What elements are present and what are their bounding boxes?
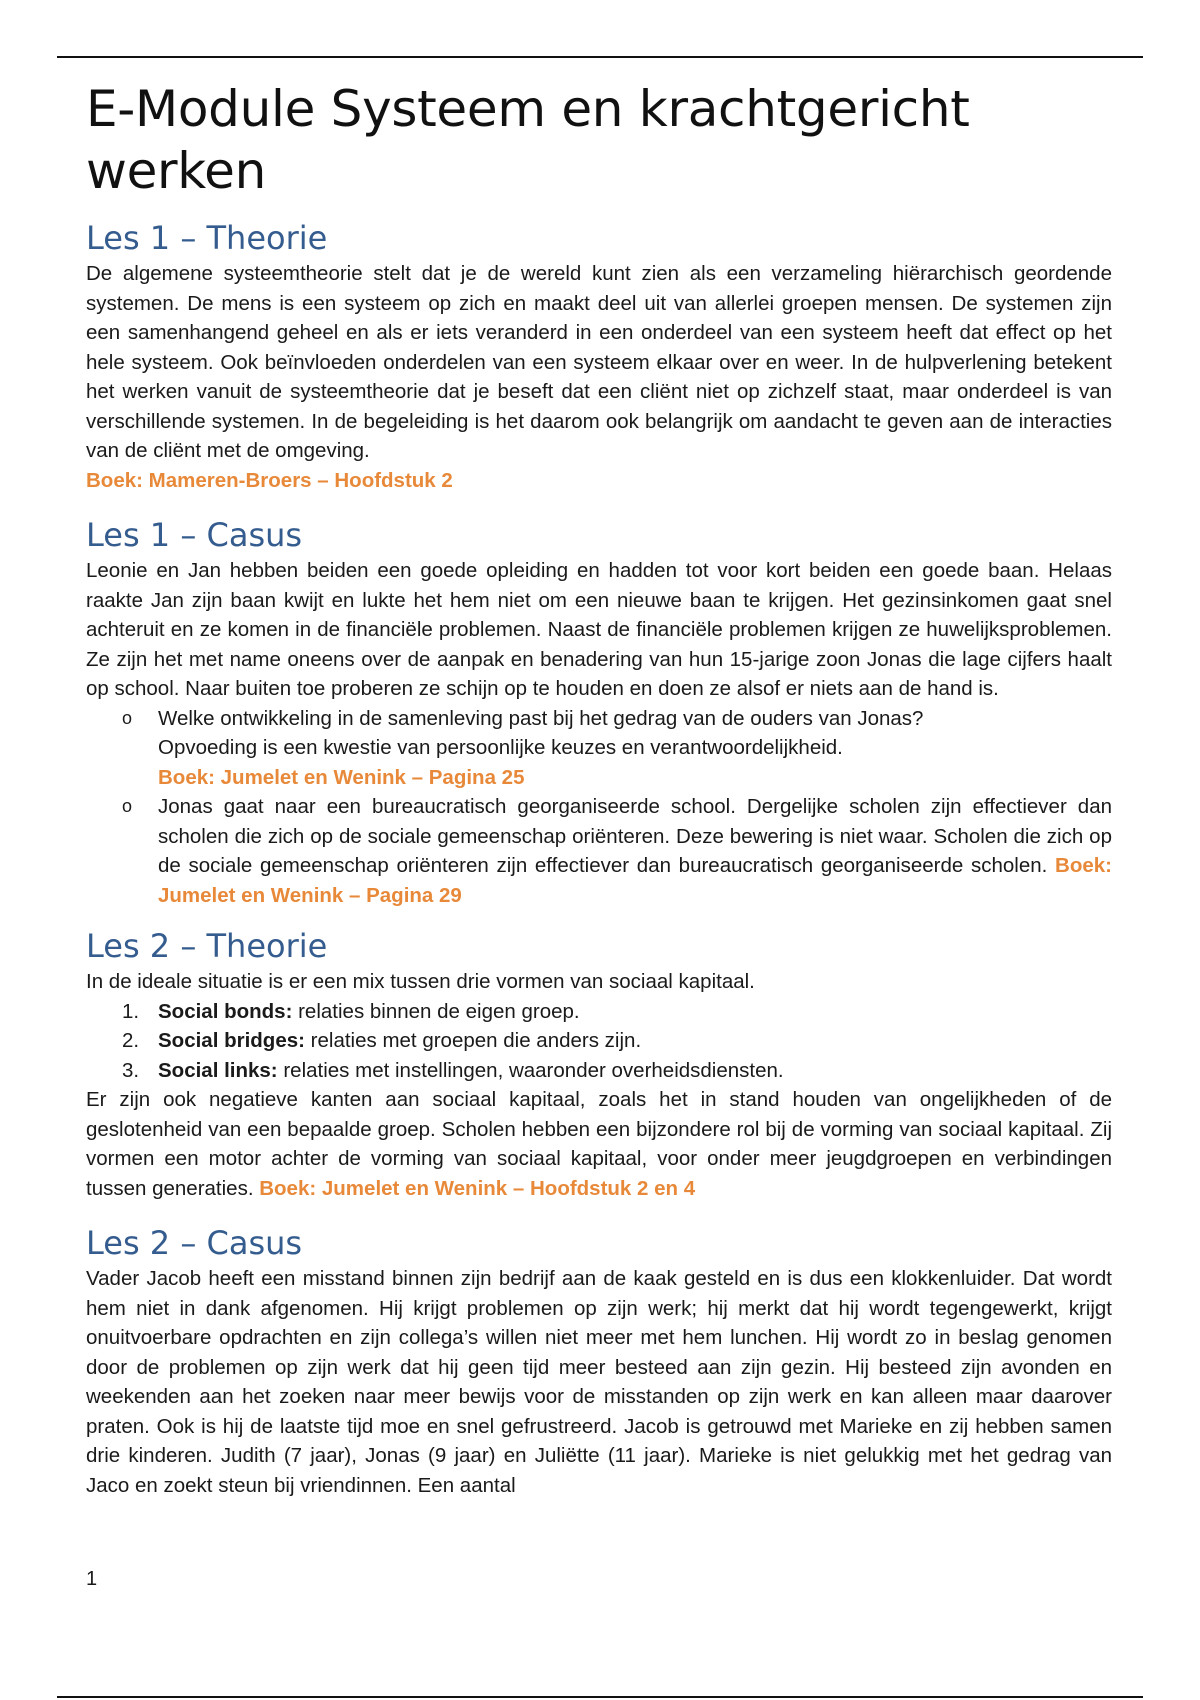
item-number: 1. [122,999,140,1023]
bullet-marker: o [122,796,133,816]
footer-rule [57,1696,1143,1698]
item-description: relaties binnen de eigen groep. [298,999,580,1023]
section-heading: Les 2 – Casus [86,1224,303,1262]
item-term: Social bridges: [158,1029,305,1052]
header-rule [57,56,1143,58]
list-item [122,792,1112,910]
item-number: 2. [122,1029,140,1052]
item-description: relaties met instellingen, waaronder overheidsdiensten. [283,1058,784,1082]
list-item [122,704,1112,793]
section-paragraph: Leonie en Jan hebben beiden een goede opleiding en hadden tot voor kort beiden een goede baan. Helaas raakte Jan zijn baan kwijt en lukte het hem niet om een nieuwe baan te krijgen. Het gezinsinkomen gaat snel achteruit en ze komen in de financiële problemen. Naast de financiële problemen krijgen ze huwelijksproblemen. Ze zijn het met name oneens over de aanpak en benadering van hun 15-jarige zoon Jonas die lage cijfers haalt op school. Naar buiten toe proberen ze schijn op te houden en doen ze alsof er niets aan de hand is. [86,559,1112,700]
item-term: Social links: [158,1058,278,1082]
section-heading: Les 1 – Casus [86,516,303,554]
capital-list [86,997,1112,1086]
paragraph-text: Er zijn ook negatieve kanten aan sociaal kapitaal, zoals het in stand houden van ongelijkheden of de geslotenheid van een bepaalde groep. Scholen hebben een bijzondere rol bij de vorming van sociaal kapitaal. Zij vormen een motor achter de vorming van sociaal kapitaal, voor onder meer jeugdgroepen en verbindingen tussen generaties. [86,1088,1112,1200]
book-reference-text: Boek: Mameren-Broers – Hoofdstuk 2 [86,468,453,492]
book-reference-text: Boek: Jumelet en Wenink – Pagina 25 [158,765,525,789]
section-paragraph: Vader Jacob heeft een misstand binnen zijn bedrijf aan de kaak gesteld en is dus een klokkenluider. Dat wordt hem niet in dank afgenomen. Hij krijgt problemen op zijn werk; hij merkt dat hij wordt tegengewerkt, krijgt onuitvoerbare opdrachten en zijn collega’s willen niet meer met hem lunchen. Hij wordt zo in beslag genomen door de problemen op zijn werk dat hij geen tijd meer besteed aan zijn gezin. Hij besteed zijn avonden en weekenden aan het zoeken naar meer bewijs voor de misstanden op zijn werk en kan alleen maar daarover praten. Ook is hij de laatste tijd moe en snel gefrustreerd. Jacob is getrouwd met Marieke en zij hebben samen drie kinderen. Judith (7 jaar), Jonas (9 jaar) en Juliëtte (11 jaar). Marieke is niet gelukkig met het gedrag van Jaco en zoekt steun bij vriendinnen. Een aantal [86,1267,1112,1497]
page-number: 1 [86,1568,98,1590]
question-text: Welke ontwikkeling in de samenleving past bij het gedrag van de ouders van Jonas? [158,706,924,730]
list-item [122,997,1112,1027]
document-title: E-Module Systeem en krachtgericht werken [86,80,970,200]
section-heading: Les 1 – Theorie [86,219,328,257]
bullet-marker: o [122,707,133,728]
item-term: Social bonds: [158,999,293,1023]
section-les2-theorie [86,928,1112,1203]
answer-text: Opvoeding is een kwestie van persoonlijke keuzes en verantwoordelijkheid. [158,736,843,759]
item-description: relaties met groepen die anders zijn. [310,1029,642,1052]
book-reference-text: Boek: Jumelet en Wenink – Hoofdstuk 2 en 4 [259,1176,696,1200]
question-list [86,704,1112,911]
section-paragraph [86,1085,1112,1203]
section-heading: Les 2 – Theorie [86,927,328,965]
list-item [122,1056,1112,1086]
list-item [122,1026,1112,1056]
section-paragraph: De algemene systeemtheorie stelt dat je de wereld kunt zien als een verzameling hiërarchisch geordende systemen. De mens is een systeem op zich en maakt deel uit van allerlei groepen mensen. De systemen zijn een samenhangend geheel en als er iets veranderd in een onderdeel van een systeem heeft dat effect op het hele systeem. Ook beïnvloeden onderdelen van een systeem elkaar over en weer. In de hulpverlening betekent het werken vanuit de systeemtheorie dat je beseft dat een cliënt niet op zichzelf staat, maar onderdeel is van verschillende systemen. In de begeleiding is het daarom ook belangrijk om aandacht te geven aan de interacties van de cliënt met de omgeving. [86,262,1112,462]
statement-text: Jonas gaat naar een bureaucratisch georganiseerde school. Dergelijke scholen zijn effectiever dan scholen die zich op de sociale gemeenschap oriënteren. Deze bewering is niet waar. Scholen die zich op de sociale gemeenschap oriënteren zijn effectiever dan bureaucratisch georganiseerde scholen. [158,795,1112,877]
book-reference [86,466,1112,496]
document-page [86,78,1112,1500]
item-number: 3. [122,1058,140,1082]
section-les1-casus [86,517,1112,910]
section-intro: In de ideale situatie is er een mix tussen drie vormen van sociaal kapitaal. [86,970,755,993]
section-les2-casus [86,1225,1112,1500]
book-reference-text: Boek: Jumelet en Wenink – Pagina 29 [158,854,1112,907]
section-les1-theorie [86,220,1112,495]
